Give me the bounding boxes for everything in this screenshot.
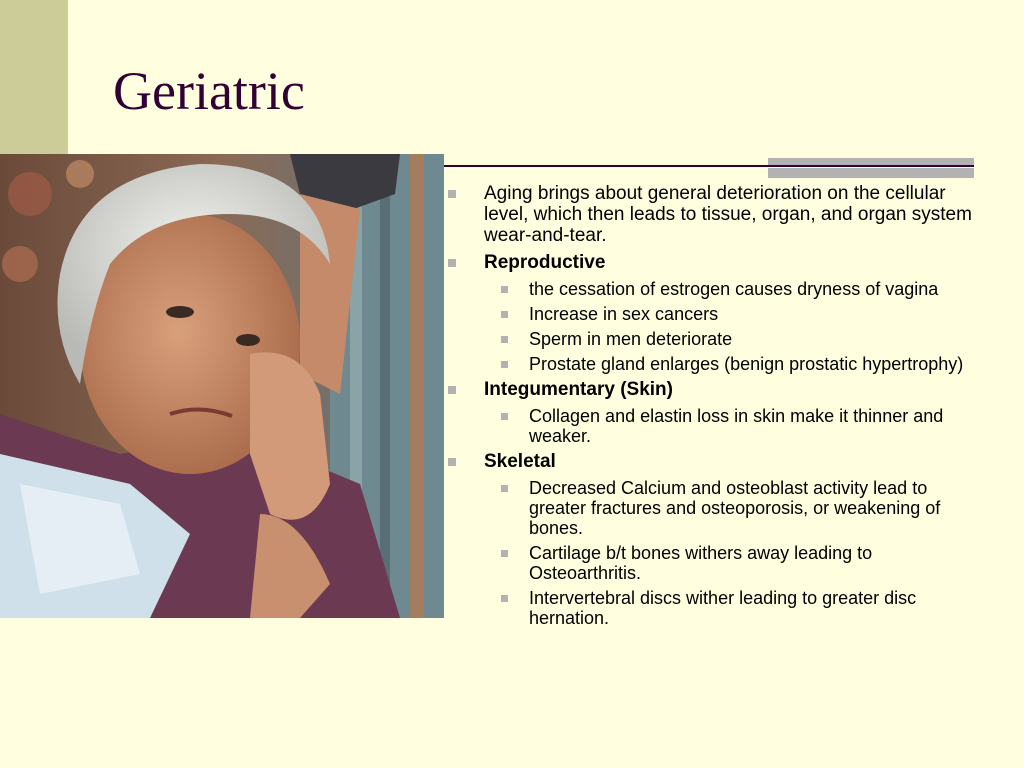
sub-bullet-text: Collagen and elastin loss in skin make it thinner and weaker. (529, 406, 944, 446)
bullet-item (446, 252, 976, 273)
sub-bullet-item (446, 329, 976, 349)
bullet-square-icon (448, 259, 456, 267)
sub-bullet-text: Decreased Calcium and osteoblast activity lead to greater fractures and osteoporosis, or weakening of bones. (529, 478, 941, 538)
sub-bullet-square-icon (501, 286, 508, 293)
bullet-text: Reproductive (484, 252, 606, 273)
bullet-item (446, 379, 976, 400)
sub-bullet-text: Prostate gland enlarges (benign prostatic hypertrophy) (529, 354, 964, 374)
sub-bullet-square-icon (501, 336, 508, 343)
elderly-woman-photo (0, 154, 444, 618)
bullet-item (446, 451, 976, 472)
sub-bullet-text: Increase in sex cancers (529, 304, 719, 324)
bullet-square-icon (448, 386, 456, 394)
bullet-text: Integumentary (Skin) (484, 379, 673, 400)
sub-bullet-item (446, 354, 976, 374)
sub-bullet-item (446, 588, 976, 628)
sub-bullet-item (446, 279, 976, 299)
sub-bullet-item (446, 543, 976, 583)
sub-bullet-item (446, 304, 976, 324)
sub-bullet-item (446, 406, 976, 446)
bullet-square-icon (448, 458, 456, 466)
sub-bullet-item (446, 478, 976, 538)
bullet-text: Aging brings about general deterioration on the cellular level, which then leads to tissue, organ, and organ system wear-and-tear. (484, 183, 972, 246)
sub-bullet-square-icon (501, 413, 508, 420)
sub-bullet-text: Cartilage b/t bones withers away leading to Osteoarthritis. (529, 543, 873, 583)
sub-bullet-text: Intervertebral discs wither leading to greater disc hernation. (529, 588, 917, 628)
bullet-item (446, 183, 976, 246)
bullet-square-icon (448, 190, 456, 198)
divider-accent (768, 158, 974, 180)
sub-bullet-text: Sperm in men deteriorate (529, 329, 733, 349)
bullet-list (446, 183, 976, 633)
sub-bullet-text: the cessation of estrogen causes dryness of vagina (529, 279, 939, 299)
sub-bullet-square-icon (501, 595, 508, 602)
accent-band (0, 0, 68, 154)
sub-bullet-square-icon (501, 361, 508, 368)
sub-bullet-square-icon (501, 485, 508, 492)
sub-bullet-square-icon (501, 311, 508, 318)
slide-title: Geriatric (113, 61, 305, 121)
bullet-text: Skeletal (484, 451, 556, 472)
sub-bullet-square-icon (501, 550, 508, 557)
